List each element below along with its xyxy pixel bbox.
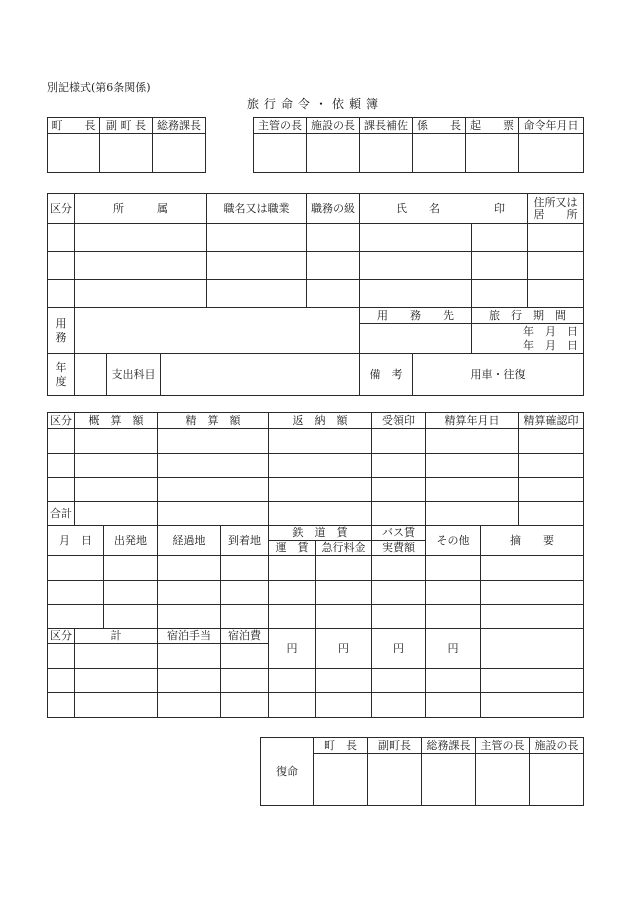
subtotal-cell [75,644,158,669]
summary-amount-cell [481,669,584,693]
settlement-date-header: 精算年月日 [426,413,519,429]
traveler-seal-cell [472,252,528,280]
summary-total-cell [481,629,584,669]
itinerary-row [48,581,584,605]
traveler-seal-cell [472,224,528,252]
traveler-name-cell [360,224,472,252]
traveler-grade-cell [307,252,360,280]
lodging-row [48,693,584,718]
lodging-header-row [48,629,584,644]
expense-row [48,429,584,454]
order-date-cell [519,134,584,173]
settled-total-cell [158,502,269,526]
actual-cost-cell [372,605,426,629]
subtotal-cell [75,693,158,718]
address-label-line1: 住所又は [533,195,578,209]
fare-total-yen-cell: 円 [269,629,316,669]
remarks-label: 備 考 [360,354,413,396]
actual-cost-header: 実費額 [372,541,426,556]
general-affairs-chief-stamp-cell [153,134,206,173]
traveler-affiliation-cell [75,224,207,252]
travel-period-cell [472,324,584,354]
subsection-chief-label: 係 長 [413,118,466,134]
fiscal-year-label-text: 年度 [55,360,67,388]
express-fee-amount-cell [316,669,372,693]
arrival-cell [221,605,269,629]
railway-fare-header: 鉄 道 賃 [269,526,372,541]
traveler-category-cell [48,252,75,280]
approval-table-left [47,117,206,173]
traveler-table [47,193,584,396]
itinerary-header-row [48,526,584,541]
traveler-row [48,224,584,252]
via-cell [158,605,221,629]
job-title-header: 職名又は職業 [207,194,307,224]
seal-label: 印 [494,201,506,215]
name-seal-header [360,194,528,224]
actual-cost-amount-cell [372,693,426,718]
address-label-line2: 居 所 [533,207,578,221]
facility-head-label: 施設の長 [307,118,360,134]
traveler-grade-cell [307,280,360,308]
date-cell [48,556,104,581]
destination-cell [360,324,472,354]
expense-category-cell [48,454,75,478]
other-amount-cell [426,669,481,693]
lodging-fee-cell [221,669,269,693]
purpose-label-text: 用務 [55,316,67,344]
expense-category-cell [48,478,75,502]
general-affairs-chief-label: 総務課長 [153,118,206,134]
summary-cell [481,581,584,605]
other-total-yen-cell: 円 [426,629,481,669]
settled-amount-cell [158,429,269,454]
lodging-fee-cell [221,644,269,669]
lodging-allowance-header: 宿泊手当 [158,629,221,644]
arrival-cell [221,581,269,605]
settlement-check-seal-cell [519,429,584,454]
traveler-category-cell [48,280,75,308]
arrival-cell [221,556,269,581]
return-report-table [260,737,584,806]
other-cell [426,605,481,629]
subtotal-cell [75,669,158,693]
via-header: 経過地 [158,526,221,556]
facility-head-stamp-cell [307,134,360,173]
subsection-chief-stamp-cell [413,134,466,173]
fare-cell [269,556,316,581]
settlement-check-seal-cell [519,478,584,502]
period-end-date: 年 月 日 [523,338,579,352]
estimated-amount-header: 概 算 額 [75,413,158,429]
mayor-label: 町 長 [48,118,100,134]
expense-row [48,454,584,478]
express-fee-cell [316,556,372,581]
traveler-address-cell [528,280,584,308]
fiscal-year-row [48,354,584,396]
return-general-affairs-chief-stamp-cell [422,754,476,806]
summary-header: 摘 要 [481,526,584,556]
fare-cell [269,581,316,605]
form-title: 旅行命令・依頼簿 [246,97,383,111]
actual-cost-total-yen-cell: 円 [372,629,426,669]
traveler-address-cell [528,252,584,280]
destination-header: 用 務 先 [360,308,472,324]
date-cell [48,581,104,605]
receipt-seal-cell [372,429,426,454]
return-deputy-mayor-stamp-cell [368,754,422,806]
expense-total-label: 合計 [48,502,75,526]
traveler-seal-cell [472,280,528,308]
settlement-date-cell [426,478,519,502]
receipt-seal-header: 受領印 [372,413,426,429]
traveler-name-cell [360,252,472,280]
lodging-row [48,669,584,693]
traveler-job-title-cell [207,252,307,280]
approval-table-right [253,117,584,173]
return-mayor-label: 町 長 [314,738,368,754]
refund-amount-cell [269,429,372,454]
return-facility-head-stamp-cell [530,754,584,806]
approval-stamp-row [254,134,584,173]
receipt-seal-cell [372,478,426,502]
via-cell [158,581,221,605]
itinerary-row [48,556,584,581]
settled-amount-header: 精 算 額 [158,413,269,429]
expense-header-row [48,413,584,429]
address-header [528,194,584,224]
other-header: その他 [426,526,481,556]
lodging-category-cell [48,669,75,693]
lodging-category-header: 区分 [48,629,75,644]
express-fee-header: 急行料金 [316,541,372,556]
purpose-cell [75,308,360,354]
deputy-mayor-label: 副 町 長 [100,118,153,134]
deputy-mayor-stamp-cell [100,134,153,173]
fare-cell [269,605,316,629]
travel-period-header: 旅 行 期 間 [472,308,584,324]
approval-header-row [48,118,206,134]
drafter-stamp-cell [466,134,519,173]
departure-cell [104,605,158,629]
grade-header: 職務の級 [307,194,360,224]
order-date-label: 命令年月日 [519,118,584,134]
assistant-section-chief-label: 課長補佐 [360,118,413,134]
actual-cost-amount-cell [372,669,426,693]
settlement-date-total-cell [426,502,519,526]
traveler-affiliation-cell [75,252,207,280]
other-amount-cell [426,693,481,718]
actual-cost-cell [372,556,426,581]
department-head-stamp-cell [254,134,307,173]
subtotal-header: 計 [75,629,158,644]
itinerary-row [48,605,584,629]
assistant-section-chief-stamp-cell [360,134,413,173]
express-fee-total-yen-cell: 円 [316,629,372,669]
estimated-amount-cell [75,454,158,478]
expense-category-cell [48,429,75,454]
settled-amount-cell [158,454,269,478]
mayor-stamp-cell [48,134,100,173]
category-header: 区分 [48,194,75,224]
traveler-job-title-cell [207,280,307,308]
expense-account-label: 支出科目 [107,354,161,396]
fare-header: 運 賃 [269,541,316,556]
via-cell [158,556,221,581]
department-head-label: 主管の長 [254,118,307,134]
summary-cell [481,605,584,629]
return-department-head-label: 主管の長 [476,738,530,754]
expense-total-row [48,502,584,526]
lodging-allowance-cell [158,644,221,669]
receipt-seal-total-cell [372,502,426,526]
refund-total-cell [269,502,372,526]
lodging-allowance-cell [158,693,221,718]
settlement-check-seal-total-cell [519,502,584,526]
traveler-header-row [48,194,584,224]
expense-itinerary-table [47,412,584,718]
period-start-date: 年 月 日 [523,324,579,338]
arrival-header: 到着地 [221,526,269,556]
traveler-category-cell [48,224,75,252]
settlement-check-seal-cell [519,454,584,478]
fare-amount-cell [269,693,316,718]
refund-amount-cell [269,454,372,478]
approval-stamp-row [48,134,206,173]
drafter-label: 起 票 [466,118,519,134]
departure-header: 出発地 [104,526,158,556]
return-facility-head-label: 施設の長 [530,738,584,754]
bus-fare-header: バス賃 [372,526,426,541]
return-report-header-row [261,738,584,754]
fiscal-year-cell [75,354,107,396]
date-cell [48,605,104,629]
affiliation-header: 所 属 [75,194,207,224]
estimated-amount-cell [75,478,158,502]
settlement-date-cell [426,429,519,454]
traveler-job-title-cell [207,224,307,252]
name-seal-header-content [360,203,527,215]
express-fee-amount-cell [316,693,372,718]
other-cell [426,581,481,605]
estimated-amount-cell [75,429,158,454]
purpose-header-row [48,308,584,324]
expense-account-cell [161,354,360,396]
return-department-head-stamp-cell [476,754,530,806]
expense-category-header: 区分 [48,413,75,429]
fare-amount-cell [269,669,316,693]
departure-cell [104,556,158,581]
estimated-total-cell [75,502,158,526]
express-fee-cell [316,605,372,629]
lodging-fee-cell [221,693,269,718]
remarks-value: 用車・往復 [413,354,584,396]
return-mayor-stamp-cell [314,754,368,806]
lodging-category-cell [48,693,75,718]
settled-amount-cell [158,478,269,502]
form-reference: 別記様式(第6条関係) [47,81,151,94]
summary-cell [481,556,584,581]
traveler-affiliation-cell [75,280,207,308]
refund-amount-header: 返 納 額 [269,413,372,429]
traveler-address-cell [528,224,584,252]
return-general-affairs-chief-label: 総務課長 [422,738,476,754]
lodging-allowance-cell [158,669,221,693]
approval-header-row [254,118,584,134]
traveler-row [48,252,584,280]
settlement-date-cell [426,454,519,478]
expense-row [48,478,584,502]
settlement-check-seal-header: 精算確認印 [519,413,584,429]
other-cell [426,556,481,581]
lodging-category-cell [48,644,75,669]
departure-cell [104,581,158,605]
receipt-seal-cell [372,454,426,478]
actual-cost-cell [372,581,426,605]
express-fee-cell [316,581,372,605]
fiscal-year-label [48,354,75,396]
return-report-label: 復命 [261,738,314,806]
summary-amount-cell [481,693,584,718]
purpose-label [48,308,75,354]
return-deputy-mayor-label: 副町長 [368,738,422,754]
lodging-fee-header: 宿泊費 [221,629,269,644]
traveler-grade-cell [307,224,360,252]
date-header: 月 日 [48,526,104,556]
refund-amount-cell [269,478,372,502]
traveler-row [48,280,584,308]
name-label: 氏 名 [396,201,441,215]
traveler-name-cell [360,280,472,308]
